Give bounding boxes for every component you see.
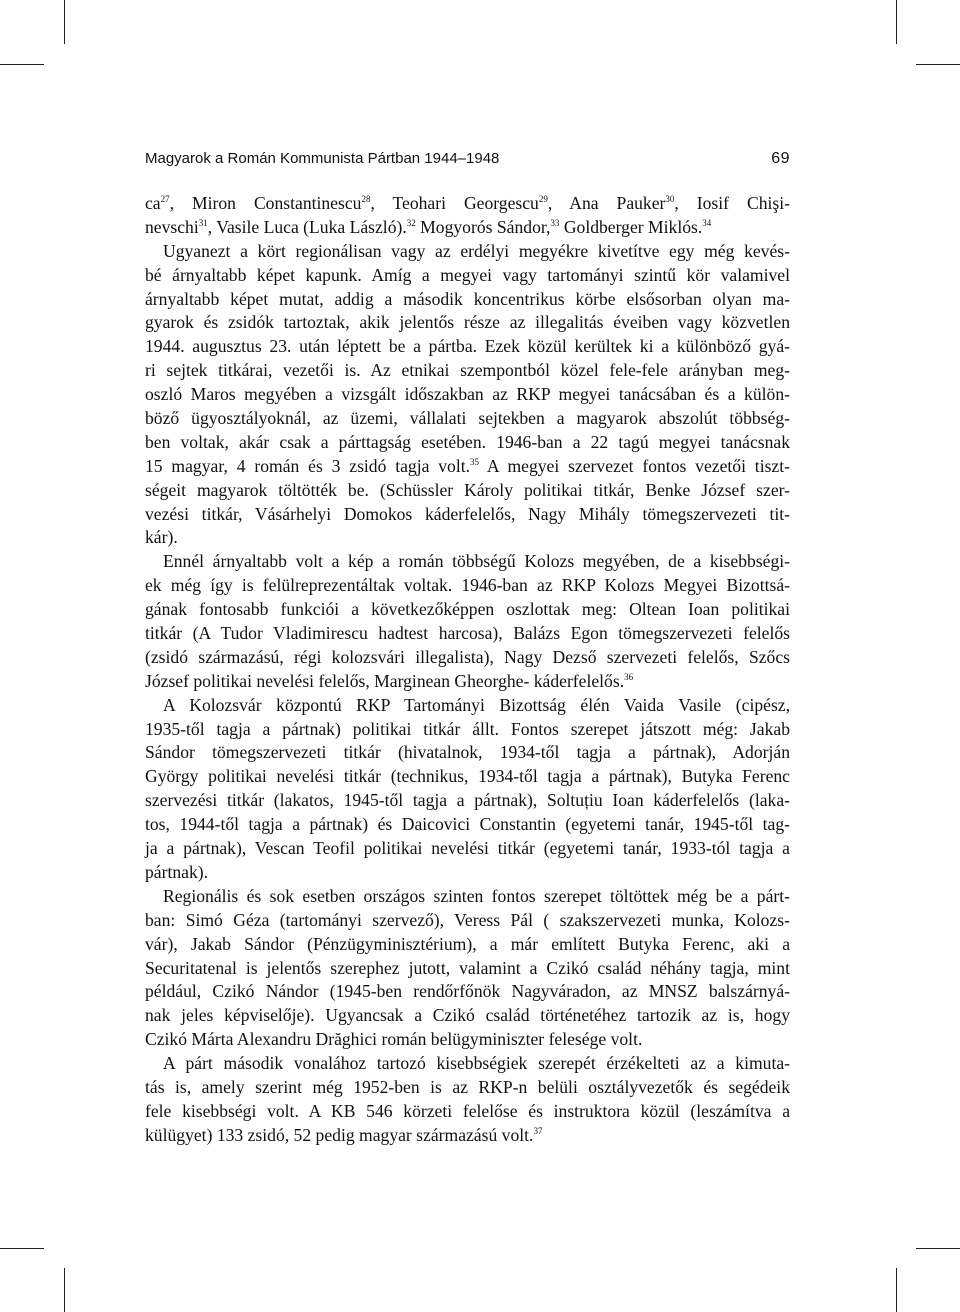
running-head-title: Magyarok a Román Kommunista Pártban 1944–1948 xyxy=(145,150,500,167)
footnote-ref: 32 xyxy=(406,217,416,228)
line-text: Regionális és sok esetben országos szinten fontos szerepet töltöttek még be a párt- xyxy=(163,885,790,906)
line-text: bé árnyaltabb képet kapunk. Amíg a megyei vagy tartományi szintű kör valamivel xyxy=(145,264,790,285)
line-text: kár). xyxy=(145,527,178,548)
line-text: Securitatenal is jelentős szerephez jutott, valamint a Czikó család néhány tagja, mint xyxy=(145,957,790,978)
text-line xyxy=(145,861,790,885)
crop-mark-top-left-h xyxy=(0,64,44,65)
line-text: , Teohari Georgescu xyxy=(370,193,539,213)
line-text: Czikó Márta Alexandru Drăghici román belügyminiszter felesége volt. xyxy=(145,1029,643,1050)
crop-mark-top-right-h xyxy=(916,64,960,65)
line-text: Ugyanezt a kört regionálisan vagy az erdélyi megyékre kivetítve egy még kevés- xyxy=(163,240,790,261)
text-line xyxy=(145,694,790,718)
text-line xyxy=(145,574,790,598)
text-line xyxy=(145,1004,790,1028)
text-line xyxy=(145,1052,790,1076)
text-line xyxy=(145,216,790,240)
text-line xyxy=(145,741,790,765)
footnote-ref: 37 xyxy=(533,1125,543,1136)
text-line xyxy=(145,1100,790,1124)
text-line xyxy=(145,622,790,646)
line-text: fele kisebbségi volt. A KB 546 körzeti felelőse és instruktora közül (leszámítva a xyxy=(145,1100,790,1121)
text-line xyxy=(145,240,790,264)
crop-mark-bottom-right-h xyxy=(916,1248,960,1249)
line-text: A Kolozsvár központú RKP Tartományi Bizottság élén Vaida Vasile (cipész, xyxy=(163,694,790,715)
footnote-ref: 28 xyxy=(361,194,371,204)
running-head xyxy=(145,150,790,174)
crop-mark-top-left xyxy=(64,0,65,44)
line-text: Mogyorós Sándor, xyxy=(415,216,551,237)
line-text: pártnak). xyxy=(145,861,209,882)
line-text: külügyet) 133 zsidó, 52 pedig magyar származású volt. xyxy=(145,1124,534,1145)
footnote-ref: 27 xyxy=(160,194,170,204)
text-line xyxy=(145,765,790,789)
line-text: gyarok és zsidók tartoztak, akik jelentős része az illegalitás éveiben vagy közvetlen xyxy=(145,312,790,333)
line-text: A megyei szervezet fontos vezetői tiszt- xyxy=(479,455,790,476)
body-text xyxy=(145,192,790,1148)
line-text: ségeit magyarok töltötték be. (Schüssler Károly politikai titkár, Benke József szer- xyxy=(145,479,790,500)
line-text: , Ana Pauker xyxy=(547,193,666,213)
crop-mark-top-right xyxy=(896,0,897,44)
text-line xyxy=(145,192,790,216)
text-line xyxy=(145,980,790,1004)
crop-mark-bottom-right xyxy=(896,1268,897,1312)
text-line xyxy=(145,789,790,813)
line-text: oszló Maros megyében a vizsgált időszakban az RKP megyei tanácsában és a külön- xyxy=(145,384,790,405)
text-line xyxy=(145,311,790,335)
line-text: nak jeles képviselője). Ugyancsak a Czikó család történetéhez tartozik az is, hogy xyxy=(145,1005,790,1026)
text-line xyxy=(145,335,790,359)
line-text: nevschi xyxy=(145,216,199,237)
line-text: árnyaltabb képet mutat, addig a második koncentrikus körbe elsősorban olyan ma- xyxy=(145,288,790,309)
text-line xyxy=(145,646,790,670)
line-text: ca xyxy=(145,193,161,213)
line-text: Goldberger Miklós. xyxy=(559,216,703,237)
text-line xyxy=(145,957,790,981)
text-line xyxy=(145,909,790,933)
page-number: 69 xyxy=(771,150,790,167)
line-text: ben voltak, akár csak a párttagság esetében. 1946-ban a 22 tagú megyei tanácsnak xyxy=(145,431,790,452)
text-line xyxy=(145,503,790,527)
footnote-ref: 36 xyxy=(624,671,634,682)
line-text: szervezési titkár (lakatos, 1945-től tagja a pártnak), Soltuțiu Ioan káderfelelős (laka- xyxy=(145,790,790,811)
footnote-ref: 31 xyxy=(198,217,208,228)
text-line xyxy=(145,813,790,837)
line-text: böző ügyosztályoknál, az üzemi, vállalati sejtekben a magyarok abszolút többség- xyxy=(145,408,790,429)
text-line xyxy=(145,1028,790,1052)
line-text: József politikai nevelési felelős, Marginean Gheorghe- káderfelelős. xyxy=(145,670,625,691)
text-line xyxy=(145,885,790,909)
line-text: , Miron Constantinescu xyxy=(169,193,362,213)
line-text: például, Czikó Nándor (1945-ben rendőrfőnök Nagyváradon, az MNSZ balszárnyá- xyxy=(145,981,790,1002)
line-text: ban: Simó Géza (tartományi szervező), Veress Pál ( szakszervezeti munka, Kolozs- xyxy=(145,909,790,930)
text-line xyxy=(145,264,790,288)
line-text: 1935-től tagja a pártnak) politikai titkár állt. Fontos szerepet játszott még: Jakab xyxy=(145,718,790,739)
text-line xyxy=(145,837,790,861)
text-line xyxy=(145,526,790,550)
line-text: vár), Jakab Sándor (Pénzügyminisztérium), a már említett Butyka Ferenc, aki a xyxy=(145,933,790,954)
text-line xyxy=(145,670,790,694)
text-line xyxy=(145,431,790,455)
line-text: György politikai nevelési titkár (technikus, 1934-től tagja a pártnak), Butyka Ferenc xyxy=(145,766,790,787)
text-line xyxy=(145,598,790,622)
text-line xyxy=(145,1124,790,1148)
line-text: vezési titkár, Vásárhelyi Domokos káderfelelős, Nagy Mihály tömegszervezeti tit- xyxy=(145,503,790,524)
text-line xyxy=(145,1076,790,1100)
text-line xyxy=(145,288,790,312)
text-line xyxy=(145,455,790,479)
line-text: ja a pártnak), Vescan Teofil politikai nevelési titkár (egyetemi tanár, 1933-tól tagja a xyxy=(145,838,790,859)
text-line xyxy=(145,383,790,407)
line-text: gának fontosabb funkciói a következőképpen oszlottak meg: Oltean Ioan politikai xyxy=(145,599,790,620)
text-line xyxy=(145,479,790,503)
text-line xyxy=(145,933,790,957)
line-text: Sándor tömegszervezeti titkár (hivatalnok, 1934-től tagja a pártnak), Adorján xyxy=(145,742,790,763)
footnote-ref: 34 xyxy=(702,217,712,228)
crop-mark-bottom-left xyxy=(64,1268,65,1312)
line-text: ek még így is felülreprezentáltak voltak. 1946-ban az RKP Kolozs Megyei Bizottsá- xyxy=(145,575,790,596)
line-text: , Iosif Chişi- xyxy=(674,193,790,213)
line-text: tos, 1944-től tagja a pártnak) és Daicovici Constantin (egyetemi tanár, 1945-től tag- xyxy=(145,814,790,835)
line-text: (zsidó származású, régi kolozsvári illegalista), Nagy Dezső szervezeti felelős, Szőcs xyxy=(145,646,790,667)
footnote-ref: 35 xyxy=(470,456,480,467)
line-text: A párt második vonalához tartozó kisebbségiek szerepét érzékelteti az a kimuta- xyxy=(163,1053,790,1074)
line-text: Ennél árnyaltabb volt a kép a román többségű Kolozs megyében, de a kisebbségi- xyxy=(163,551,790,572)
line-text: titkár (A Tudor Vladimirescu hadtest harcosa), Balázs Egon tömegszervezeti felelős xyxy=(145,623,790,644)
footnote-ref: 33 xyxy=(550,217,560,228)
line-text: tás is, amely szerint még 1952-ben is az RKP-n belüli osztályvezetők és segédeik xyxy=(145,1076,790,1097)
line-text: ri sejtek titkárai, vezetői is. Az etnikai szempontból közel fele-fele arányban meg- xyxy=(145,360,790,381)
text-line xyxy=(145,718,790,742)
line-text: , Vasile Luca (Luka László). xyxy=(207,216,407,237)
text-line xyxy=(145,407,790,431)
footnote-ref: 30 xyxy=(665,194,675,204)
line-text: 15 magyar, 4 román és 3 zsidó tagja volt. xyxy=(145,455,471,476)
footnote-ref: 29 xyxy=(538,194,548,204)
crop-mark-bottom-left-h xyxy=(0,1248,44,1249)
text-line xyxy=(145,550,790,574)
text-line xyxy=(145,359,790,383)
line-text: 1944. augusztus 23. után léptett be a pártba. Ezek közül kerültek ki a különböző gyá- xyxy=(145,336,790,357)
